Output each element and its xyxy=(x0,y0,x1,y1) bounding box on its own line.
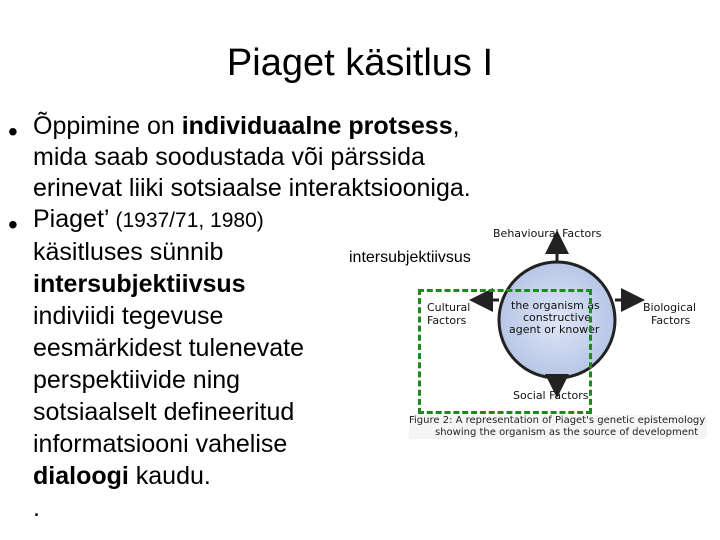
biological-factors-label-2: Factors xyxy=(651,314,691,327)
bullet1-line1-post: , xyxy=(452,112,460,140)
trailing-dot: . xyxy=(33,494,40,522)
center-label-2: constructive xyxy=(523,311,591,324)
bullet2-line3: intersubjektiivsus xyxy=(33,270,246,298)
bullet2-line1-small: (1937/71, 1980) xyxy=(115,209,264,232)
intersubjektiivsus-annotation: intersubjektiivsus xyxy=(349,249,471,266)
social-factors-label: Social Factors xyxy=(513,389,589,402)
behavioural-factors-label: Behavioural Factors xyxy=(493,227,602,240)
figure-caption-line-2: showing the organism as the source of development xyxy=(435,427,699,438)
bullet2-line1-pre: Piaget’ xyxy=(33,205,116,233)
cultural-factors-label-1: Cultural xyxy=(427,301,471,314)
cultural-factors-label-2: Factors xyxy=(427,314,467,327)
center-label-3: agent or knower xyxy=(509,323,600,336)
figure-caption-line-1: Figure 2: A representation of Piaget's genetic epistemology xyxy=(409,415,706,426)
bullet2-line6: perspektiivide ning xyxy=(33,366,241,394)
highlight-dashed-box xyxy=(418,289,592,414)
bullet1-line1-pre: Õppimine on xyxy=(33,112,182,140)
bullet1-line3: erinevat liiki sotsiaalse interaktsiooniga. xyxy=(33,174,471,202)
bullet2-line5: eesmärkidest tulenevate xyxy=(33,334,304,362)
slide-title: Piaget käsitlus I xyxy=(226,42,494,84)
bullet2-line9-bold: dialoogi xyxy=(33,462,129,490)
bullet1-line1-bold: individuaalne protsess xyxy=(181,112,453,140)
bullet2-line9 xyxy=(33,462,211,490)
bullet2-line4: indiviidi tegevuse xyxy=(33,302,224,330)
biological-factors-label-1: Biological xyxy=(643,301,697,314)
bullet2-line7: sotsiaalselt defineeritud xyxy=(33,398,295,426)
bullet1-line1 xyxy=(33,112,460,140)
bullet2-line2: käsitluses sünnib xyxy=(33,238,224,266)
bullet2-line1 xyxy=(33,205,264,235)
center-label-1: the organism as xyxy=(511,299,600,312)
bullet-marker-2: • xyxy=(8,209,18,240)
figure-caption xyxy=(409,415,707,439)
bullet-marker-1: • xyxy=(8,116,18,147)
bullet2-line8: informatsiooni vahelise xyxy=(33,430,288,458)
bullet1-line2: mida saab soodustada või pärssida xyxy=(33,143,425,171)
bullet2-line9-post: kaudu. xyxy=(128,462,211,490)
